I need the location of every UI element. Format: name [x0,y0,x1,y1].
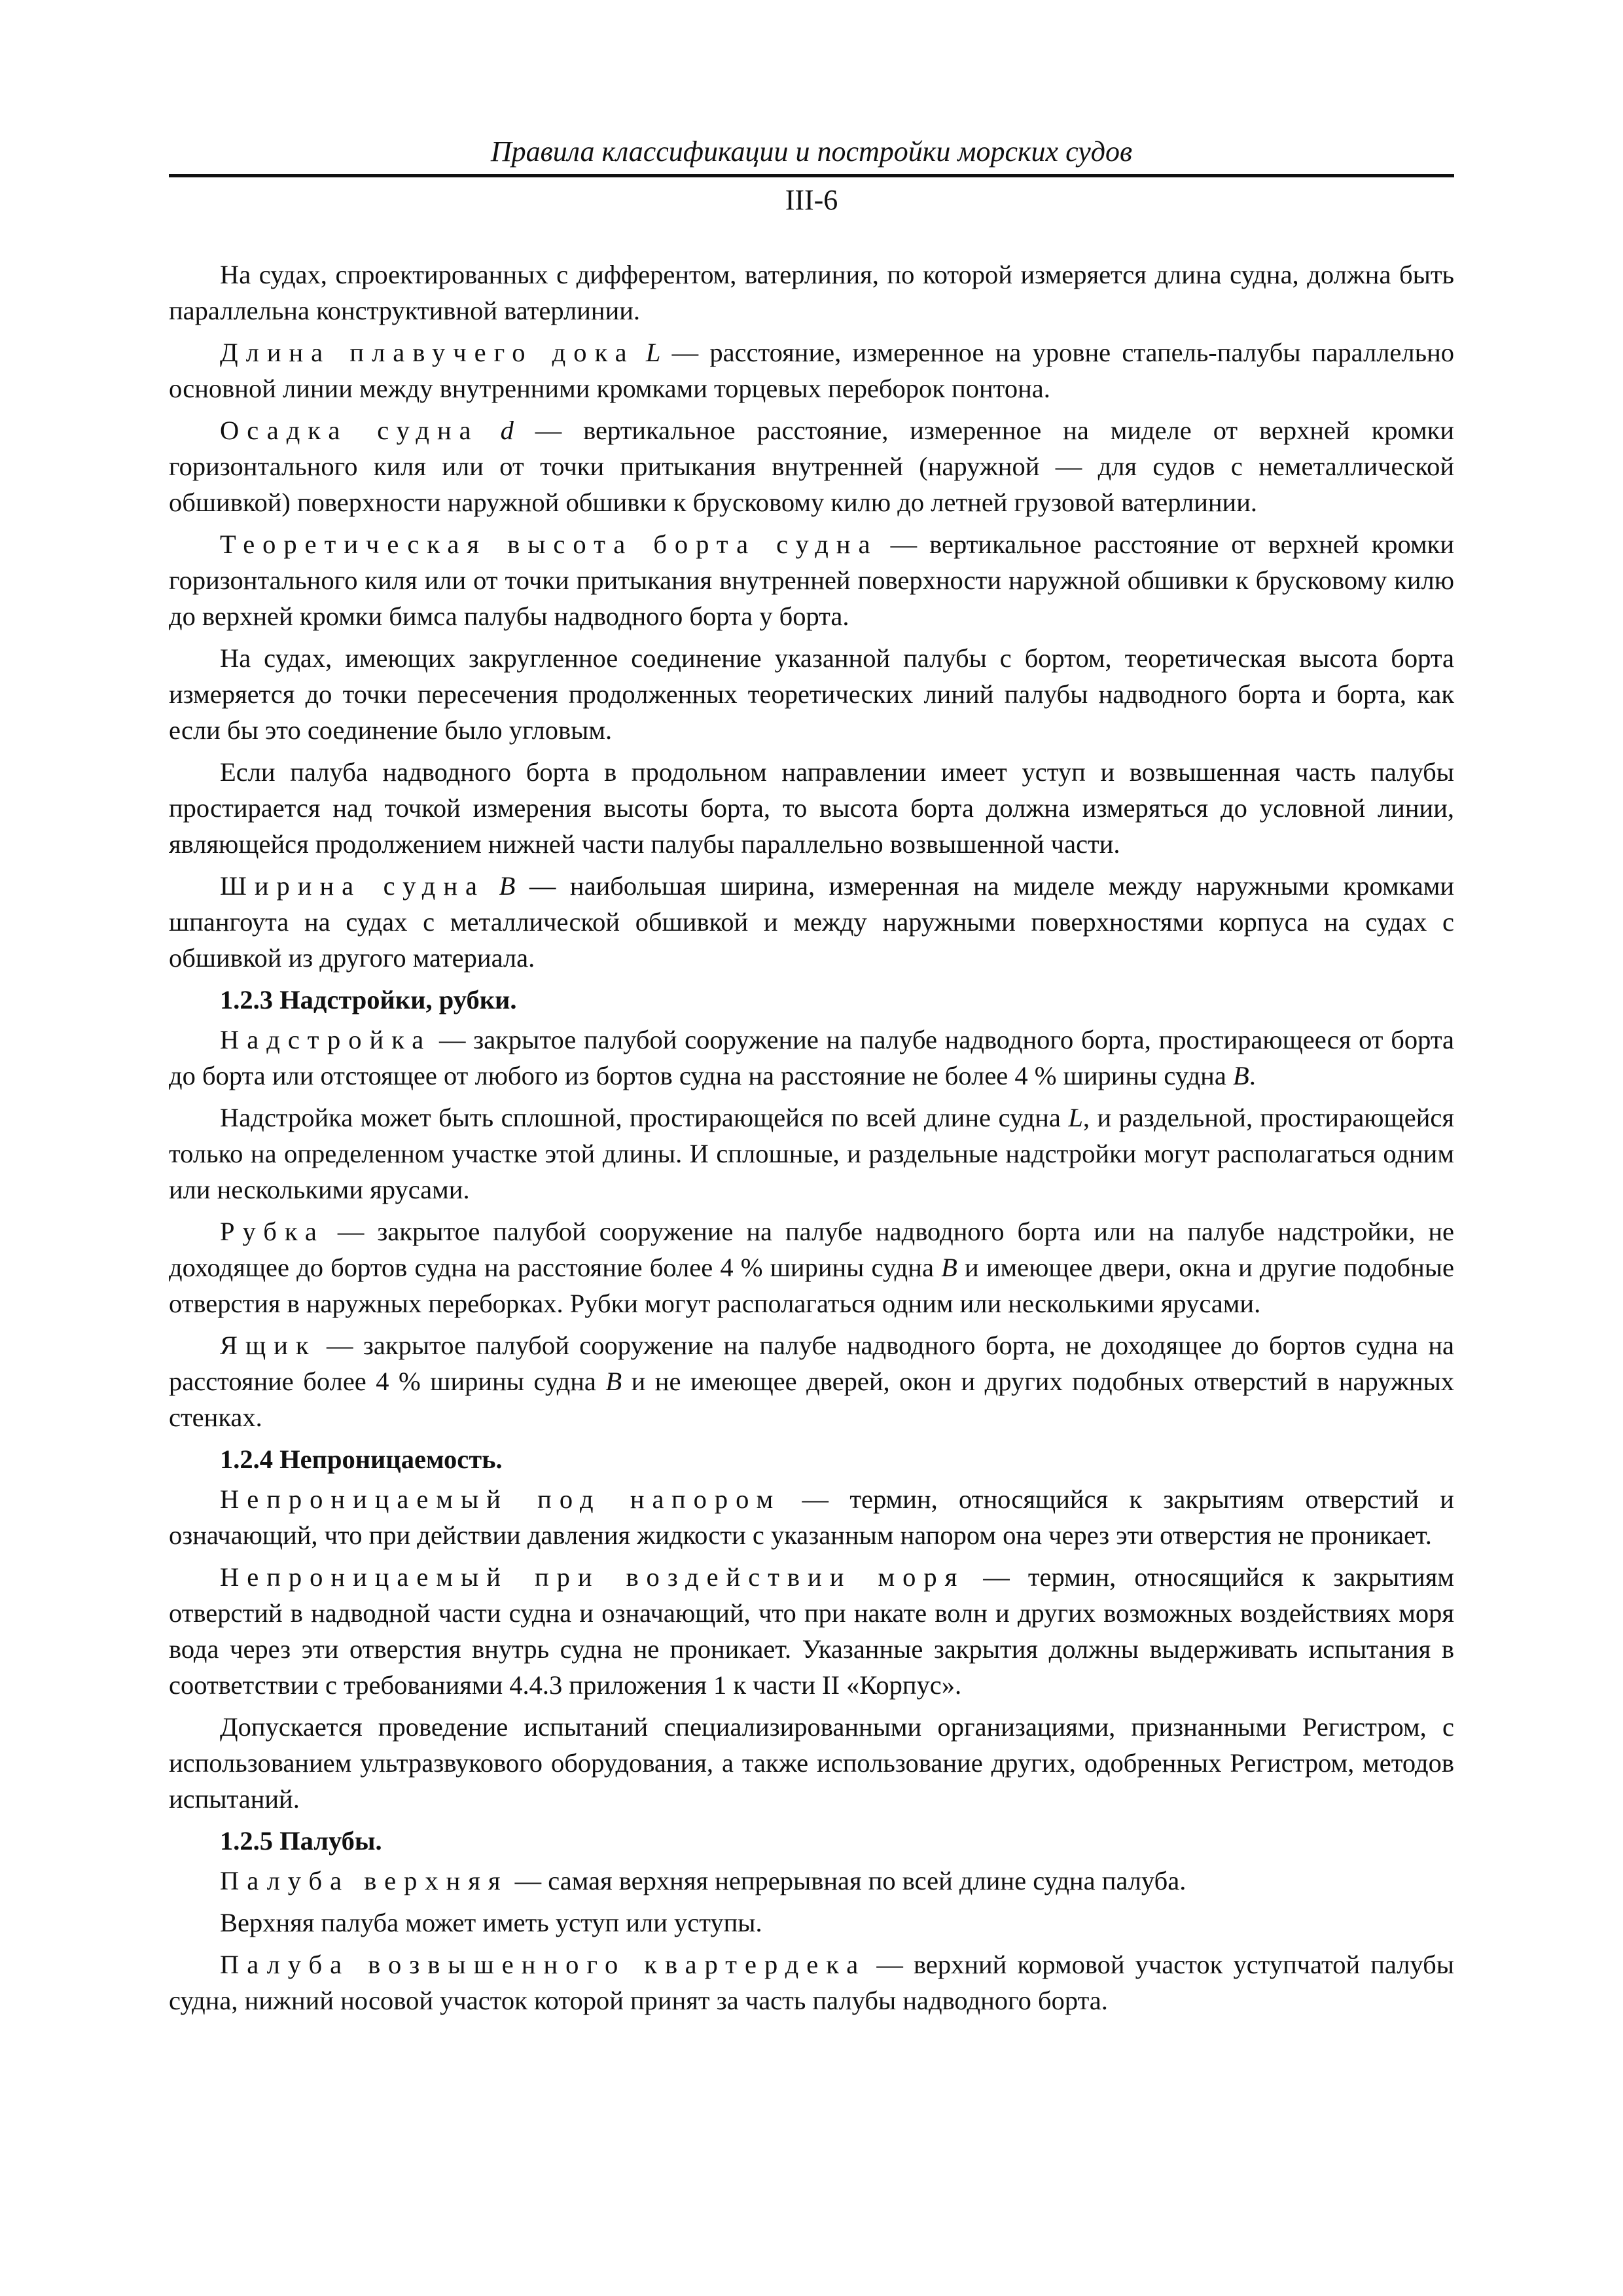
term-upper-deck: Палуба верхняя [220,1866,508,1895]
term-trunk: Ящик [220,1331,317,1360]
paragraph-draught: Осадка судна d — вертикальное расстояние, измеренное на миделе от верхней кромки горизонтального киля или от точки притыкания внутренней (наружной — для судов с неметаллической обшивкой) поверхности наружной обшивки к брусковому килю до летней грузовой ватерлинии. [169,416,1454,517]
body-text [169,257,1454,2024]
paragraph-superstructure-types: Надстройка может быть сплошной, простирающейся по всей длине судна L, и раздельной, простирающейся только на определенном участке этой длины. И сплошные, и раздельные надстройки могут располагаться одним или несколькими ярусами. [169,1103,1454,1204]
term-floating-dock-length: Длина плавучего дока [220,338,635,367]
paragraph-trim-waterline: На судах, спроектированных с дифферентом, ватерлиния, по которой измеряется длина судна, должна быть параллельна конструктивной ватерлинии. [169,260,1454,325]
page-number: III-6 [785,184,838,216]
paragraph-raised-quarterdeck: Палуба возвышенного квартердека — верхний кормовой участок уступчатой палубы судна, нижний носовой участок которой принят за часть палубы надводного борта. [169,1950,1454,2015]
term-moulded-depth: Теоретическая высота борта судна [220,529,878,559]
section-heading-1-2-3: 1.2.3 Надстройки, рубки. [220,985,517,1014]
paragraph-weathertight: Непроницаемый при воздействии моря — термин, относящийся к закрытиям отверстий в надводной части судна и означающий, что при накате волн и других возможных воздействиях моря вода через эти отверстия внутрь судна не проникает. Указанные закрытия должны выдерживать испытания в соответствии с требованиями 4.4.3 приложения 1 к части II «Корпус». [169,1562,1454,1700]
running-header: Правила классификации и постройки морских судов [490,135,1133,168]
term-raised-quarterdeck: Палуба возвышенного квартердека [220,1950,866,1979]
paragraph-moulded-depth: Теоретическая высота борта судна — вертикальное расстояние от верхней кромки горизонтального киля или от точки притыкания внутренней поверхности наружной обшивки к брусковому килю до верхней кромки бимса палубы надводного борта у борта. [169,529,1454,631]
paragraph-superstructure: Надстройка — закрытое палубой сооружение на палубе надводного борта, простирающееся от борта до борта или отстоящее от любого из бортов судна на расстояние не более 4 % ширины судна B. [169,1025,1454,1090]
term-breadth: Ширина судна [220,871,486,901]
paragraph-upper-deck-steps: Верхняя палуба может иметь уступ или уступы. [220,1908,762,1937]
paragraph-watertight: Непроницаемый под напором — термин, относящийся к закрытиям отверстий и означающий, что при действии давления жидкости с указанным напором она через эти отверстия не проникает. [169,1484,1454,1550]
header-rule [169,174,1454,177]
term-superstructure: Надстройка [220,1025,432,1054]
paragraph-floating-dock-length: Длина плавучего дока L — расстояние, измеренное на уровне стапель-палубы параллельно основной линии между внутренними кромками торцевых переборок понтона. [169,338,1454,403]
variable-l: L [645,338,661,367]
variable-b: B [605,1367,622,1396]
variable-b: B [499,871,516,901]
variable-l: L [1068,1103,1083,1132]
paragraph-upper-deck: Палуба верхняя — самая верхняя непрерывная по всей длине судна палуба. [220,1866,1186,1895]
paragraph-ultrasonic-testing: Допускается проведение испытаний специализированными организациями, признанными Регистром, с использованием ультразвукового оборудования, а также использование других, одобренных Регистром, методов испытаний. [169,1712,1454,1814]
paragraph-deck-step: Если палуба надводного борта в продольном направлении имеет уступ и возвышенная часть палубы простирается над точкой измерения высоты борта, то высота борта должна измеряться до условной линии, являющейся продолжением нижней части палубы параллельно возвышенной части. [169,757,1454,859]
variable-b: B [941,1253,957,1282]
section-heading-1-2-5: 1.2.5 Палубы. [220,1826,382,1856]
term-draught: Осадка судна [220,416,479,445]
variable-d: d [500,416,514,445]
term-weathertight: Непроницаемый при воздействии моря [220,1562,965,1592]
paragraph-rounded-gunwale: На судах, имеющих закругленное соединение указанной палубы с бортом, теоретическая высота борта измеряется до точки пересечения продолженных теоретических линий палубы надводного борта и борта, как если бы это соединение было угловым. [169,643,1454,745]
section-heading-1-2-4: 1.2.4 Непроницаемость. [220,1444,503,1474]
paragraph-trunk: Ящик — закрытое палубой сооружение на палубе надводного борта, не доходящее до бортов судна на расстояние более 4 % ширины судна B и не имеющее дверей, окон и других подобных отверстий в наружных стенках. [169,1331,1454,1432]
term-deckhouse: Рубка [220,1217,325,1246]
variable-b: B [1232,1061,1249,1090]
paragraph-breadth: Ширина судна B — наибольшая ширина, измеренная на миделе между наружными кромками шпангоута на судах с металлической обшивкой и между наружными поверхностями корпуса на судах с обшивкой из другого материала. [169,871,1455,973]
paragraph-deckhouse: Рубка — закрытое палубой сооружение на палубе надводного борта или на палубе надстройки, не доходящее до бортов судна на расстояние более 4 % ширины судна B и имеющее двери, окна и другие подобные отверстия в наружных переборках. Рубки могут располагаться одним или несколькими ярусами. [169,1217,1454,1318]
term-watertight: Непроницаемый под напором [220,1484,781,1514]
